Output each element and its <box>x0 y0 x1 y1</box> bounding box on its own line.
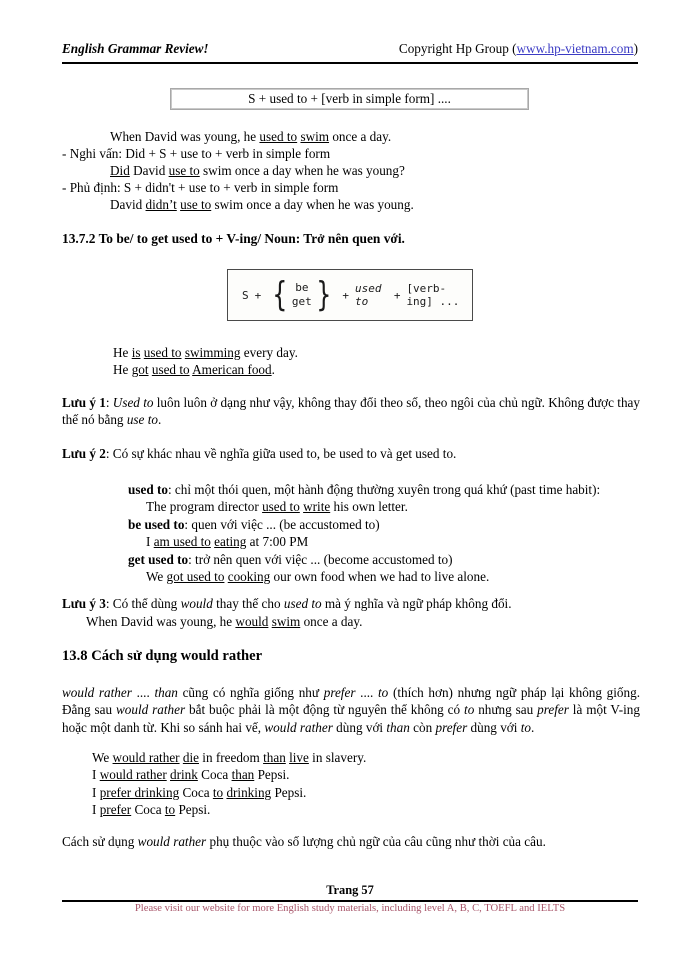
def-2-ex-pre: We <box>146 569 167 584</box>
exn-u1: didn’t <box>145 197 177 212</box>
brace-item-be: be <box>295 281 309 295</box>
heading-13-8: 13.8 Cách sử dụng would rather <box>62 648 263 664</box>
def-0-definition: : chỉ một thói quen, một hành động thường xuyên trong quá khứ (past time habit): <box>167 482 601 497</box>
formula2-plus-2: + <box>342 288 350 302</box>
e138-1-m2: Coca <box>197 767 232 782</box>
e138-0-u3: than <box>263 750 286 765</box>
e72b-pre: He <box>113 362 132 377</box>
def-2-ex-u1: got used to <box>166 569 225 584</box>
closing-italic: would rather <box>137 834 207 849</box>
def-0-ex-post: his own letter. <box>330 499 408 514</box>
def-0-ex-pre: The program director <box>146 499 263 514</box>
ex1-u1: used to <box>259 129 298 144</box>
p138-t2: cũng có nghĩa giống như <box>177 685 324 700</box>
formula2-tail: [verb-ing] ... <box>406 282 460 308</box>
e72b-u2: used to <box>151 362 190 377</box>
luu-y-3-tail: mà ý nghĩa và ngữ pháp không đổi. <box>321 596 512 611</box>
e72a-u2: used to <box>143 345 182 360</box>
e138-2-u3: drinking <box>226 785 272 800</box>
definition-be-used-to-example <box>146 533 646 550</box>
p138-i1: would rather <box>62 685 132 700</box>
hp-vietnam-link[interactable]: www.hp-vietnam.com <box>516 41 634 56</box>
example-prefer-drinking <box>92 784 632 801</box>
brace-close-icon: } <box>316 274 332 315</box>
e138-2-u2: to <box>212 785 224 800</box>
e138-1-u3: than <box>231 767 255 782</box>
def-0-ex-u1: used to <box>262 499 300 514</box>
formula-box-be-get-used-to <box>227 269 473 321</box>
luu-y-3-colon: : Có thể dùng <box>105 596 181 611</box>
copyright-prefix: Copyright Hp Group ( <box>398 41 517 56</box>
p138-i6: to <box>464 702 475 718</box>
p138-i11: to <box>520 719 531 735</box>
def-1-ex-post: at 7:00 PM <box>246 534 309 549</box>
e138-1-pre: I <box>92 767 100 782</box>
e138-0-u1: would rather <box>112 750 180 765</box>
e138-0-u4: live <box>289 750 309 765</box>
definition-get-used-to-example <box>146 568 666 585</box>
closing-post: phụ thuộc vào số lượng chủ ngữ của câu cũng như thời của câu. <box>206 834 546 849</box>
example-would-rather-die <box>92 749 632 766</box>
formula-box-used-to <box>170 88 529 110</box>
rule-negative-form: - Phủ định: S + didn't + use to + verb in simple form <box>62 180 339 195</box>
p138-i4: to <box>378 685 389 700</box>
example-question-form <box>110 162 610 179</box>
p138-t7: là một V-ing hoặc một danh từ. Khi so sánh hai vế, <box>62 702 640 735</box>
def-2-definition: : trở nên quen với việc ... (become accustomed to) <box>188 552 453 567</box>
ex1-pre: When David was young, he <box>110 129 260 144</box>
e138-0-pre: We <box>92 750 113 765</box>
note-luu-y-2 <box>62 445 640 462</box>
e72a-pre: He <box>113 345 132 360</box>
exq-u2: use to <box>168 163 200 178</box>
page-header <box>62 41 638 57</box>
def-0-term: used to <box>128 482 168 497</box>
def-1-term: be used to <box>128 517 185 532</box>
definition-used-to-example <box>146 498 646 515</box>
exn-post: swim once a day when he was young. <box>211 197 414 212</box>
def-1-definition: : quen với việc ... (be accustomed to) <box>184 517 380 532</box>
e138-3-pre: I <box>92 802 100 817</box>
formula2-used-to: used to <box>355 282 382 308</box>
example-got-used-to-american-food <box>113 361 613 378</box>
e138-2-pre: I <box>92 785 100 800</box>
luu-y-2-body: : Có sự khác nhau về nghĩa giữa used to, be used to và get used to. <box>105 446 457 461</box>
p138-t6: nhưng sau <box>474 702 538 718</box>
closing-paragraph <box>62 833 640 850</box>
example-would-rather-drink <box>92 766 632 783</box>
e138-0-post: in slavery. <box>308 750 367 765</box>
e138-1-post: Pepsi. <box>254 767 290 782</box>
formula2-brace-group <box>269 274 334 315</box>
luu-y-1-colon: : <box>105 395 113 410</box>
e138-1-u1: would rather <box>99 767 167 782</box>
ly3-ex-u1: would <box>235 614 269 629</box>
definition-used-to <box>128 481 628 498</box>
brace-open-icon: { <box>272 274 288 315</box>
def-1-ex-u2: eating <box>214 534 247 549</box>
footer-divider <box>62 900 638 902</box>
note-luu-y-1 <box>62 394 640 429</box>
paragraph-would-rather <box>62 684 640 736</box>
brace-item-get: get <box>291 295 312 308</box>
exq-post: swim once a day when he was young? <box>199 163 405 178</box>
e72a-u1: is <box>131 345 141 360</box>
exn-u2: use to <box>180 197 212 212</box>
formula-text-1: S + used to + [verb in simple form] .... <box>248 91 451 106</box>
e138-0-u2: die <box>182 750 199 765</box>
p138-i10: prefer <box>435 719 468 735</box>
p138-t8: dùng với <box>332 719 387 735</box>
header-title: English Grammar Review! <box>62 41 209 56</box>
luu-y-1-italic-1: Used to <box>112 395 154 410</box>
page-number: Trang 57 <box>326 883 374 897</box>
e138-3-post: Pepsi. <box>175 802 211 817</box>
luu-y-1-tail: . <box>157 412 162 428</box>
e138-3-u2: to <box>164 802 176 817</box>
p138-t11: . <box>530 719 535 735</box>
luu-y-1-body: luôn luôn ở dạng như vậy, không thay đổi theo số, theo ngôi của chủ ngữ. Không được thay thế nó bằng <box>62 395 640 428</box>
luu-y-3-italic-2: used to <box>283 596 322 611</box>
luu-y-2-label: Lưu ý 2 <box>62 446 106 461</box>
e72a-u3: swimming <box>184 345 241 360</box>
p138-i3: prefer <box>323 685 356 700</box>
heading-13-7-2: 13.7.2 To be/ to get used to + V-ing/ Noun: Trở nên quen với. <box>62 231 405 246</box>
luu-y-3-mid: thay thế cho <box>212 596 284 611</box>
formula2-plus-3: + <box>393 288 401 302</box>
def-1-ex-pre: I <box>146 534 154 549</box>
formula-box-inner <box>171 89 528 109</box>
ly3-ex-post: once a day. <box>300 614 363 629</box>
example-negative-form <box>110 196 630 213</box>
exn-pre: David <box>110 197 146 212</box>
e138-2-post: Pepsi. <box>271 785 307 800</box>
def-2-term: get used to <box>128 552 189 567</box>
note-luu-y-3 <box>62 595 640 612</box>
e72b-u3: American food <box>192 362 272 377</box>
copyright-suffix: ) <box>633 41 638 56</box>
e72b-post: . <box>271 362 275 377</box>
e72a-post: every day. <box>240 345 298 360</box>
e138-3-u1: prefer <box>99 802 132 817</box>
e138-3-m1: Coca <box>131 802 165 817</box>
luu-y-1-italic-2: use to <box>126 412 158 428</box>
formula2-plus-1: + <box>254 288 262 302</box>
e138-2-u1: prefer drinking <box>99 785 180 800</box>
example-is-used-to-swimming <box>113 344 613 361</box>
p138-i2: than <box>154 685 178 700</box>
p138-t3: .... <box>355 685 379 700</box>
formula2-brace-items <box>292 281 312 309</box>
example-when-david <box>110 128 610 145</box>
def-1-ex-u1: am used to <box>153 534 211 549</box>
example-would-swim <box>86 613 626 630</box>
def-0-ex-u2: write <box>303 499 331 514</box>
definition-get-used-to <box>128 551 628 568</box>
formula2-s: S <box>242 288 249 302</box>
definition-be-used-to <box>128 516 628 533</box>
closing-pre: Cách sử dụng <box>62 834 138 849</box>
exq-mid1: David <box>129 163 169 178</box>
exq-u1: Did <box>110 163 130 178</box>
p138-t1: .... <box>131 685 155 700</box>
ly3-ex-pre: When David was young, he <box>86 614 236 629</box>
def-2-ex-post: our own food when we had to live alone. <box>270 569 490 584</box>
e138-2-m1: Coca <box>179 785 213 800</box>
p138-i8: would rather <box>264 719 333 735</box>
ex1-u2: swim <box>300 129 330 144</box>
p138-i5: would rather <box>115 702 186 718</box>
p138-i7: prefer <box>537 702 569 718</box>
e72b-u1: got <box>131 362 149 377</box>
ex1-post: once a day. <box>329 129 392 144</box>
header-copyright <box>399 41 638 57</box>
example-prefer-coca <box>92 801 632 818</box>
p138-t9: còn <box>409 719 436 735</box>
ly3-ex-u2: swim <box>271 614 301 629</box>
p138-i9: than <box>386 719 410 735</box>
p138-t5: bắt buộc phải là một động từ nguyên thể không có <box>185 702 465 718</box>
header-divider <box>62 62 638 64</box>
footer-note: Please visit our website for more English study materials, including level A, B, C, TOEFL and IELTS <box>134 903 566 914</box>
luu-y-3-label: Lưu ý 3 <box>62 596 106 611</box>
p138-t4: (thích hơn) nhưng ngữ pháp lại không giống. Đằng sau <box>62 685 640 718</box>
rule-question-form: - Nghi vấn: Did + S + use to + verb in simple form <box>62 146 331 161</box>
luu-y-1-label: Lưu ý 1 <box>62 395 106 410</box>
luu-y-3-italic-1: would <box>180 596 213 611</box>
e138-0-m2: in freedom <box>198 750 264 765</box>
def-2-ex-u2: cooking <box>227 569 271 584</box>
e138-1-u2: drink <box>170 767 198 782</box>
p138-t10: dùng với <box>467 719 521 735</box>
